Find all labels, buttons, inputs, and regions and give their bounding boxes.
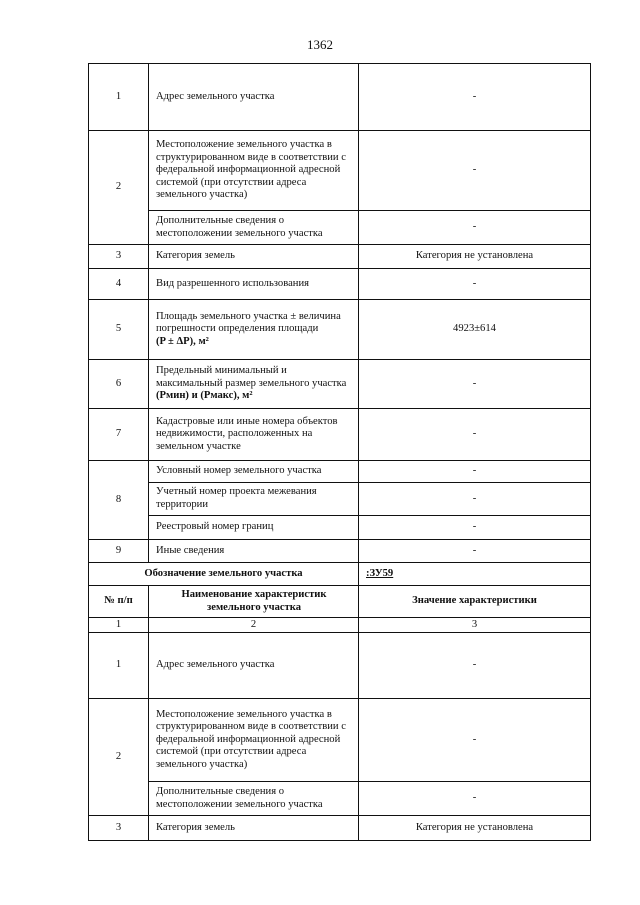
characteristic-name: Иные сведения	[156, 544, 225, 556]
characteristic-value: -	[472, 792, 477, 804]
characteristic-value: -	[472, 521, 477, 533]
header-row-number: № п/п	[104, 595, 133, 607]
column-divider	[148, 63, 149, 563]
row-number: 2	[115, 181, 122, 193]
characteristic-value: -	[472, 733, 477, 745]
header-characteristic-name: Наименование характеристик земельного участка	[181, 588, 327, 613]
row-number: 2	[115, 750, 122, 762]
row-divider	[88, 840, 591, 841]
characteristic-name: Дополнительные сведения о местоположении земельного участка	[156, 785, 323, 810]
row-number: 3	[115, 821, 122, 833]
characteristic-value: -	[472, 544, 477, 556]
characteristic-value: -	[472, 90, 477, 102]
row-number: 4	[115, 277, 122, 289]
designation-value: :ЗУ59	[366, 567, 394, 579]
characteristic-name: Категория земель	[156, 250, 235, 262]
characteristic-value: -	[472, 465, 477, 477]
row-number: 3	[115, 250, 122, 262]
characteristic-value: -	[472, 428, 477, 440]
column-number: 3	[471, 618, 478, 630]
characteristic-value: -	[472, 659, 477, 671]
characteristic-name	[156, 360, 354, 408]
column-number: 1	[115, 618, 122, 630]
characteristic-name: Местоположение земельного участка в структурированном виде в соответствии с федеральной информационной адресной системой (при отсутствии адреса земельного участка)	[156, 139, 346, 201]
characteristic-value: -	[472, 164, 477, 176]
characteristic-formula: (Рмин) и (Рмакс), м²	[156, 390, 253, 402]
page-number: 1362	[307, 37, 333, 52]
row-number: 7	[115, 428, 122, 440]
characteristic-value: -	[472, 277, 477, 289]
row-number: 1	[115, 90, 122, 102]
characteristic-name-text: Предельный минимальный и максимальный размер земельного участка	[156, 365, 347, 389]
characteristic-name: Категория земель	[156, 821, 235, 833]
characteristic-name: Дополнительные сведения о местоположении земельного участка	[156, 214, 323, 239]
table-border-right	[590, 63, 591, 841]
characteristic-name: Адрес земельного участка	[156, 659, 275, 671]
characteristic-value: Категория не установлена	[415, 250, 534, 262]
characteristic-name: Вид разрешенного использования	[156, 277, 309, 289]
characteristic-name: Реестровый номер границ	[156, 521, 274, 533]
characteristic-value: -	[472, 221, 477, 233]
characteristic-name: Адрес земельного участка	[156, 90, 275, 102]
characteristic-formula: (P ± ΔP), м²	[156, 335, 209, 347]
characteristic-value: 4923±614	[453, 323, 496, 335]
characteristic-name: Местоположение земельного участка в структурированном виде в соответствии с федеральной информационной адресной системой (при отсутствии адреса земельного участка)	[156, 708, 346, 770]
characteristic-name: Условный номер земельного участка	[156, 465, 322, 477]
characteristic-value: -	[472, 377, 477, 389]
row-number: 5	[115, 323, 122, 335]
designation-label: Обозначение земельного участка	[144, 567, 303, 579]
header-characteristic-value: Значение характеристики	[412, 595, 537, 607]
column-number: 2	[250, 618, 257, 630]
characteristic-value: -	[472, 492, 477, 504]
characteristic-name	[156, 300, 354, 359]
row-number: 6	[115, 377, 122, 389]
characteristic-name-text: Площадь земельного участка ± величина погрешности определения площади	[156, 310, 341, 335]
row-number: 9	[115, 544, 122, 556]
characteristic-name: Кадастровые или иные номера объектов недвижимости, расположенных на земельном участке	[156, 415, 338, 452]
row-number: 1	[115, 659, 122, 671]
characteristic-name: Учетный номер проекта межевания территории	[156, 486, 317, 510]
row-number: 8	[115, 493, 122, 505]
characteristic-value: Категория не установлена	[415, 821, 534, 833]
